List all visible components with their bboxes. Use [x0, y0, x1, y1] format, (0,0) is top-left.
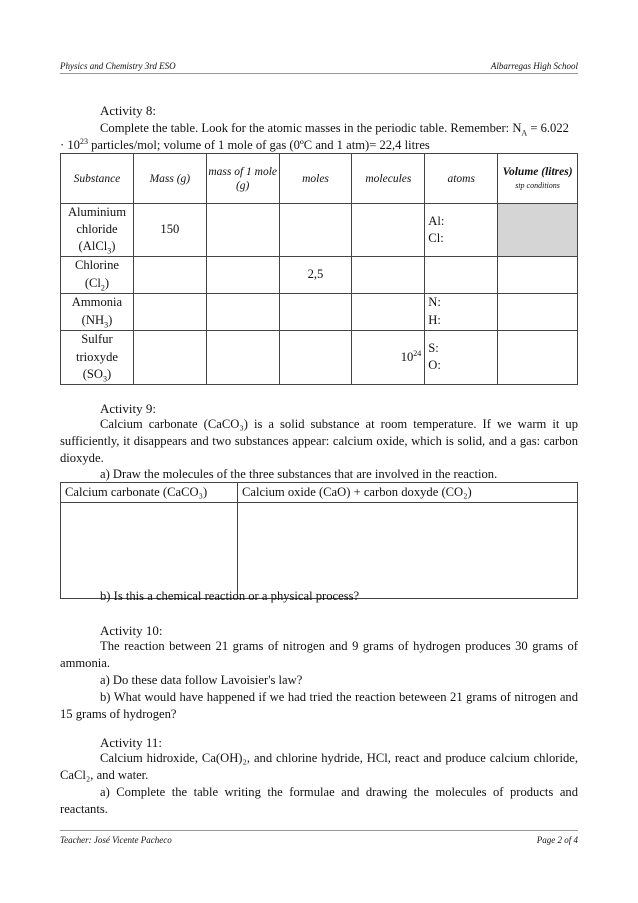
moles-cell[interactable]: 2,5	[279, 256, 352, 293]
table-header-row	[61, 154, 578, 204]
substance-cell: Chlorine $(Cl_2)$	[61, 256, 134, 293]
page-header	[60, 60, 578, 74]
products-drawing-area[interactable]	[238, 503, 578, 599]
molar-mass-cell[interactable]	[206, 204, 279, 257]
volume-cell[interactable]	[498, 330, 578, 384]
mass-cell[interactable]	[133, 256, 206, 293]
header-course: Physics and Chemistry 3rd ESO	[60, 61, 176, 71]
activity-11-question-a: a) Complete the table writing the formulae and drawing the molecules of products and reactants.	[60, 785, 578, 817]
activity-9-question-b: b) Is this a chemical reaction or a physical process?	[100, 589, 360, 603]
activity-9-table	[60, 482, 578, 599]
activity-11-title: Activity 11:	[100, 735, 162, 750]
footer-teacher: Teacher: José Vicente Pacheco	[60, 835, 172, 845]
activity-10-text: The reaction between 21 grams of nitrogen and 9 grams of hydrogen produces 30 grams of ammonia.	[60, 639, 578, 671]
activity-8-title: Activity 8:	[100, 103, 156, 118]
table-row	[61, 293, 578, 330]
activity-8-table	[60, 153, 578, 385]
activity-9-title: Activity 9:	[100, 401, 156, 416]
molar-mass-cell[interactable]	[206, 330, 279, 384]
drawing-row	[61, 503, 578, 599]
volume-cell-shaded	[498, 204, 578, 257]
col-moles: moles	[279, 154, 352, 204]
table-row	[61, 330, 578, 384]
volume-cell[interactable]	[498, 293, 578, 330]
moles-cell[interactable]	[279, 204, 352, 257]
atoms-cell[interactable]: Al: Cl:	[425, 204, 498, 257]
activity-10-question-b: b) What would have happened if we had tried the reaction beteween 21 grams of nitrogen and 15 grams of hydrogen?	[60, 690, 578, 722]
col-molecules: molecules	[352, 154, 425, 204]
atoms-cell[interactable]	[425, 256, 498, 293]
table-row	[61, 256, 578, 293]
molecules-cell[interactable]	[352, 293, 425, 330]
volume-cell[interactable]	[498, 256, 578, 293]
activity-11-text: Calcium hidroxide, Ca(OH)₂, and chlorine hydride, HCl, react and produce calcium chloride, CaCl₂, and water.	[60, 751, 578, 783]
footer-page-number: Page 2 of 4	[536, 835, 578, 845]
table-header-row	[61, 483, 578, 503]
atoms-cell[interactable]: S: O:	[425, 330, 498, 384]
table-row	[61, 204, 578, 257]
molecules-cell[interactable]	[352, 204, 425, 257]
reactant-drawing-area[interactable]	[61, 503, 238, 599]
activity-8-instructions: Complete the table. Look for the atomic masses in the periodic table. Remember: $N_A = 6.022$ · $10^{23}$ particles/mol; volume of 1 mole of gas (0ºC and 1 atm)= 22,4 litres	[60, 121, 569, 153]
molecules-cell[interactable]: $10^{24}$	[352, 330, 425, 384]
col-substance: Substance	[61, 154, 134, 204]
products-header: Calcium oxide (CaO) + carbon doxyde (CO₂)	[238, 483, 578, 503]
mass-cell[interactable]	[133, 330, 206, 384]
col-mass: Mass (g)	[133, 154, 206, 204]
header-school: Albarregas High School	[490, 61, 578, 71]
molar-mass-cell[interactable]	[206, 256, 279, 293]
reactant-header: Calcium carbonate (CaCO₃)	[61, 483, 238, 503]
substance-cell: Sulfur trioxyde $(SO_3)$	[61, 330, 134, 384]
molecules-cell[interactable]	[352, 256, 425, 293]
activity-10-title: Activity 10:	[100, 623, 163, 638]
page-footer	[60, 830, 578, 846]
col-molar-mass: mass of 1 mole (g)	[206, 154, 279, 204]
activity-9-text: Calcium carbonate (CaCO₃) is a solid substance at room temperature. If we warm it up sufficiently, it disappears and two substances appear: calcium oxide, which is solid, and a gas: carbon dioxyde.	[60, 417, 578, 466]
col-volume: Volume (litres) stp conditions	[498, 154, 578, 204]
mass-cell[interactable]: 150	[133, 204, 206, 257]
activity-10-question-a: a) Do these data follow Lavoisier's law?	[100, 673, 303, 687]
substance-cell: Ammonia $(NH_3)$	[61, 293, 134, 330]
mass-cell[interactable]	[133, 293, 206, 330]
molar-mass-cell[interactable]	[206, 293, 279, 330]
substance-cell: Aluminium chloride (AlCl$_3$)	[61, 204, 134, 257]
moles-cell[interactable]	[279, 330, 352, 384]
col-atoms: atoms	[425, 154, 498, 204]
activity-9-question-a: a) Draw the molecules of the three substances that are involved in the reaction.	[100, 467, 498, 481]
atoms-cell[interactable]: N: H:	[425, 293, 498, 330]
moles-cell[interactable]	[279, 293, 352, 330]
